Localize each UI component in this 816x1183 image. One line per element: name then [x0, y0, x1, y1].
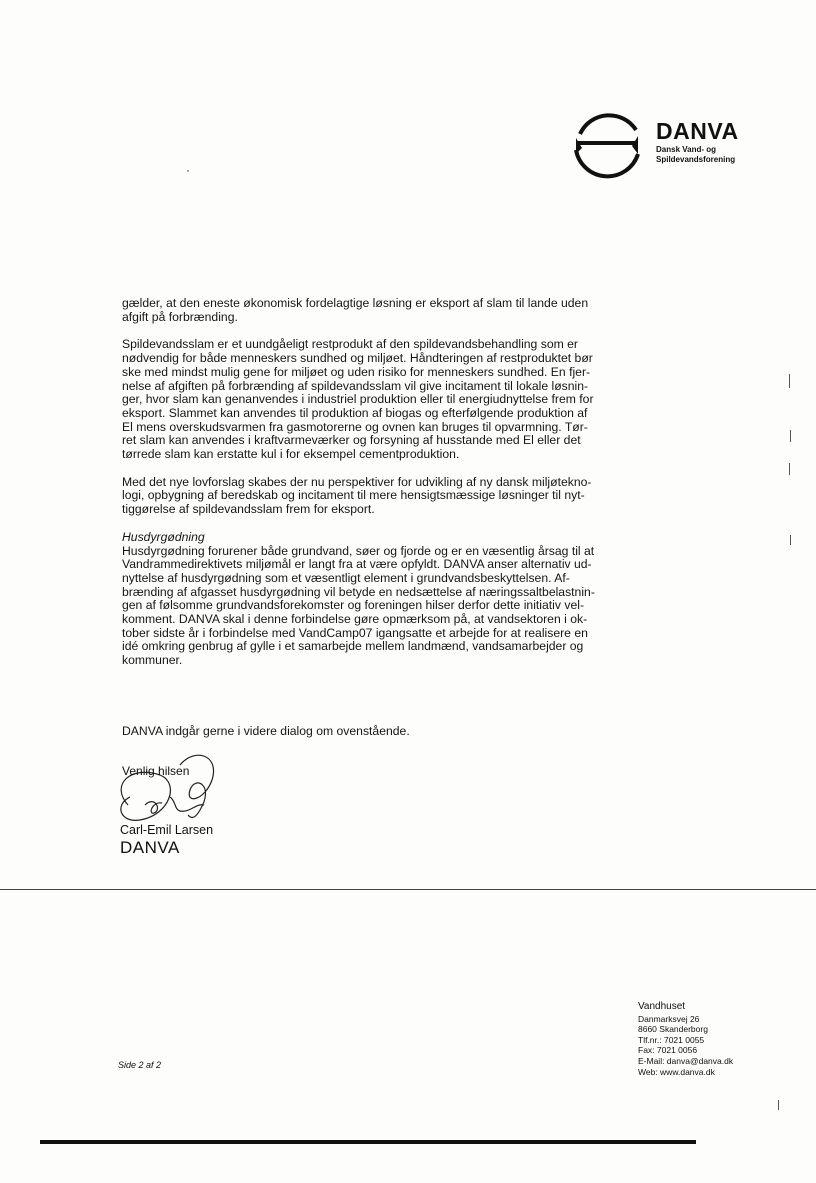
text-line: tober sidste år i forbindelse med VandCamp07 igangsatte et arbejde for at realisere en	[122, 625, 588, 640]
section-heading: Husdyrgødning	[122, 529, 205, 544]
address-line: Fax: 7021 0056	[638, 1045, 698, 1056]
footer-address	[638, 1002, 733, 1077]
text-line: Spildevandsslam er et uundgåeligt restprodukt af den spildevandsbehandling som er	[122, 337, 578, 352]
text-line: idé omkring genbrug af gylle i et samarbejde mellem landmænd, vandsamarbejder og	[122, 639, 584, 654]
text-line: nyttelse af husdyrgødning som et væsentligt element i grundvandsbeskyttelsen. Af-	[122, 570, 570, 585]
logo-subtitle	[656, 145, 735, 165]
text-line: nødvendig for både menneskers sundhed og miljøet. Håndteringen af restproduktet bør	[122, 351, 593, 366]
letter-body	[122, 297, 622, 682]
signer-name: Carl-Emil Larsen	[120, 823, 214, 837]
scan-edge-mark	[789, 374, 790, 388]
logo-subtitle-line1: Dansk Vand- og	[656, 145, 717, 154]
page-number: Side 2 af 2	[118, 1060, 162, 1070]
scan-edge-mark	[790, 535, 791, 545]
scan-edge-mark	[778, 1100, 779, 1110]
text-line: gælder, at den eneste økonomisk fordelagtige løsning er eksport af slam til lande uden	[122, 296, 589, 310]
paragraph-4	[122, 531, 622, 668]
stray-mark: ·	[186, 163, 190, 177]
text-line: Med det nye lovforslag skabes der nu perspektiver for udvikling af ny dansk miljøtekno-	[122, 474, 592, 489]
address-line: Tlf.nr.: 7021 0055	[638, 1034, 705, 1045]
paragraph-2	[122, 338, 622, 461]
text-line: ret slam kan anvendes i kraftvarmeværker og forsyning af husstande med El eller det	[122, 433, 581, 448]
scan-edge-mark	[789, 463, 790, 475]
text-line: El mens overskudsvarmen fra gasmotorerne og ovnen kan bruges til opvarmning. Tør-	[122, 419, 588, 434]
address-line: E-Mail: danva@danva.dk	[638, 1055, 734, 1066]
text-line: tiggørelse af spildevandsslam frem for eksport.	[122, 502, 375, 517]
danva-emblem-icon	[568, 108, 648, 188]
fold-divider	[0, 889, 816, 890]
danva-logo	[568, 108, 768, 188]
text-line: tørrede slam kan erstatte kul i for eksempel cementproduktion.	[122, 447, 460, 462]
text-line: brænding af afgasset husdyrgødning vil betyde en nedsættelse af næringssaltbelastnin-	[122, 584, 595, 599]
logo-subtitle-line2: Spildevandsforening	[656, 155, 736, 164]
text-line: kommuner.	[122, 653, 183, 668]
address-line: Web: www.danva.dk	[638, 1066, 715, 1077]
text-line: ske med mindst mulig gene for miljøet og uden risiko for menneskers sundhed. En fjer-	[122, 364, 591, 379]
scan-edge-mark	[790, 430, 791, 442]
text-line: eksport. Slammet kan anvendes til produktion af biogas og efterfølgende produktion af	[122, 405, 588, 420]
text-line: nelse af afgiften på forbrænding af spildevandsslam vil give incitament til lokale løsnin-	[122, 378, 589, 393]
address-title: Vandhuset	[638, 1001, 686, 1012]
text-line: ger, hvor slam kan genanvendes i industriel produktion eller til energiudnyttelse frem for	[122, 392, 594, 407]
text-line: logi, opbygning af beredskab og incitament til mere hensigtsmæssige løsninger til nyt-	[122, 488, 585, 503]
text-line: gen af følsomme grundvandsforekomster og foreningen hilser derfor dette initiativ vel-	[122, 598, 585, 613]
address-line: Danmarksvej 26	[638, 1013, 700, 1024]
logo-name: DANVA	[656, 118, 739, 144]
paragraph-3	[122, 476, 622, 517]
text-line: afgift på forbrænding.	[122, 309, 238, 324]
text-line: Husdyrgødning forurener både grundvand, søer og fjorde og er en væsentlig årsag til at	[122, 543, 595, 558]
text-line: Vandrammedirektivets miljømål er langt fra at være opfyldt. DANVA anser alternativ ud-	[122, 557, 592, 572]
text-line: komment. DANVA skal i denne forbindelse gøre opmærksom på, at vandsektoren i ok-	[122, 612, 588, 627]
address-line: 8660 Skanderborg	[638, 1024, 708, 1035]
scan-edge-bar	[40, 1140, 696, 1144]
signer-organization: DANVA	[120, 838, 180, 857]
paragraph-1	[122, 297, 622, 324]
closing-line: DANVA indgår gerne i videre dialog om ovenstående.	[122, 724, 410, 738]
signature-block	[100, 745, 300, 865]
greeting: Venlig hilsen	[122, 764, 190, 778]
